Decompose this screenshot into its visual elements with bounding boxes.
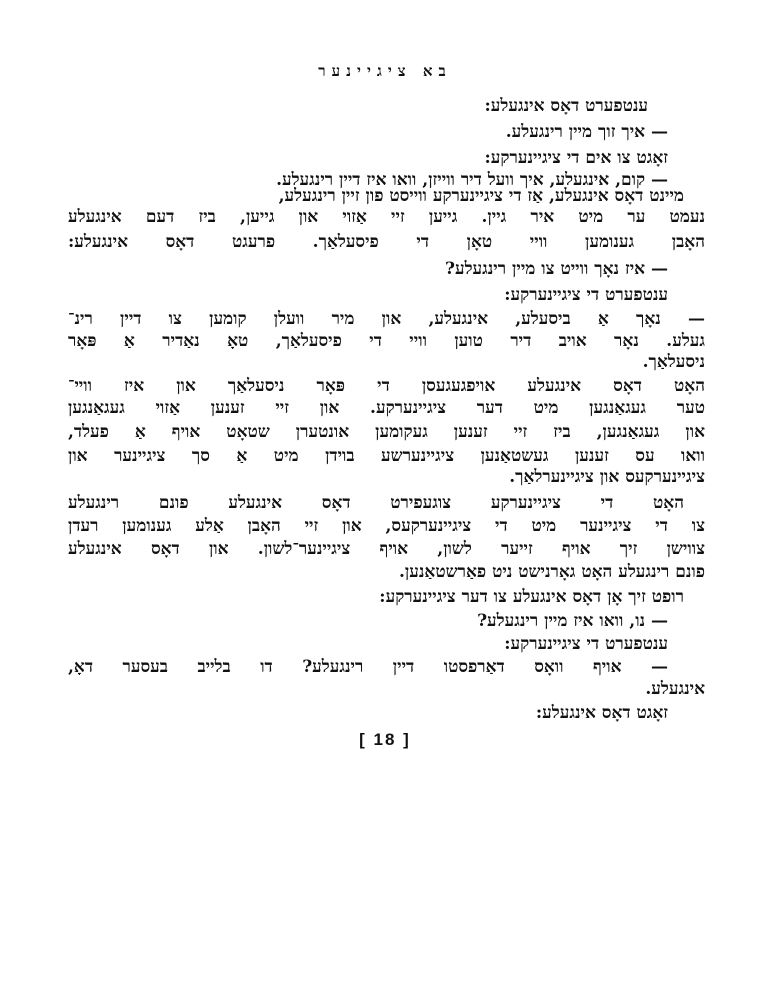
text-line: זאָגט צו אים די ציגיינערקע: (484, 148, 668, 168)
text-line: — איז נאָך ווייט צו מיין רינגעלע? (445, 259, 668, 279)
text-line: צווישן זיך אויף זייער לשון, אויף ציגיינער־לשון. און דאָס אינגעלע (68, 539, 705, 559)
text-line: זאָגט דאָס אינגעלע: (535, 703, 668, 723)
text-line: האָט דאָס אינגעלע אויפגעגעסן די פּאָר ניסעלאַך און איז ווײ־ (68, 376, 705, 396)
text-line: פונם רינגעלע האָט גאָרנישט ניט פאַרשטאַנען. (399, 562, 705, 582)
text-line: צו די ציגיינער מיט די ציגיינערקעס, און זיי האָבן אַלע גענומען רעדן (68, 516, 705, 536)
text-line: געלע. נאָר אויב דיר טוען וויי די פיסעלאַך, טאָ נאַדיר אַ פּאָר (68, 331, 705, 351)
text-line: רופט זיך אָן דאָס אינגעלע צו דער ציגיינערקע: (379, 587, 684, 607)
text-line: און געגאַנגען, ביז זיי זענען געקומען אונטערן שטאָט אויף אַ פעלד, (68, 422, 705, 442)
text-line: — קום, אינגעלע, איך וועל דיר ווייזן, וואו איז דיין רינגעלע. (276, 170, 668, 190)
text-line: האָט די ציגיינערקע צוגעפירט דאָס אינגעלע פונם רינגעלע (68, 493, 684, 513)
text-line: מיינט דאָס אינגעלע, אַז די ציגיינערקע ווייסט פון זיין רינגעלע, (278, 186, 684, 206)
text-line: ענטפערט די ציגיינערקע: (504, 634, 668, 654)
text-line: ציגיינערקעס און ציגיינערלאַך. (509, 467, 705, 487)
text-line: טער געגאַנגען מיט דער ציגיינערקע. און זיי זענען אַזוי געגאַנגען (68, 398, 705, 418)
text-line: — אויף וואָס דאַרפסטו דיין רינגעלע? דו בלייב בעסער דאָ, (68, 657, 668, 677)
text-line: ענטפערט די ציגיינערקע: (504, 285, 668, 305)
page-number: [ 18 ] (359, 730, 411, 749)
text-line: — נאָך אַ ביסעלע, אינגעלע, און מיר וועלן קומען צו דיין רינ־ (68, 309, 705, 329)
text-line: ענטפערט דאָס אינגעלע: (484, 96, 648, 116)
text-line: וואו עס זענען געשטאַנען ציגיינערשע בוידן מיט אַ סך ציגיינער און (68, 446, 705, 466)
running-header: בא ציגיינער (318, 62, 452, 80)
text-line: נעמט ער מיט איר גיין. גייען זיי אַזוי און גייען, ביז דעם אינגעלע (68, 207, 705, 227)
text-line: — נו, וואו איז מיין רינגעלע? (477, 611, 668, 631)
text-line: — איך זוך מיין רינגעלע. (505, 122, 668, 142)
text-line: ניסעלאַך. (642, 352, 705, 372)
text-line: האָבן גענומען וויי טאָן די פיסעלאַך. פרעגט דאָס אינגעלע: (68, 232, 705, 252)
text-line: אינגעלע. (645, 679, 705, 699)
